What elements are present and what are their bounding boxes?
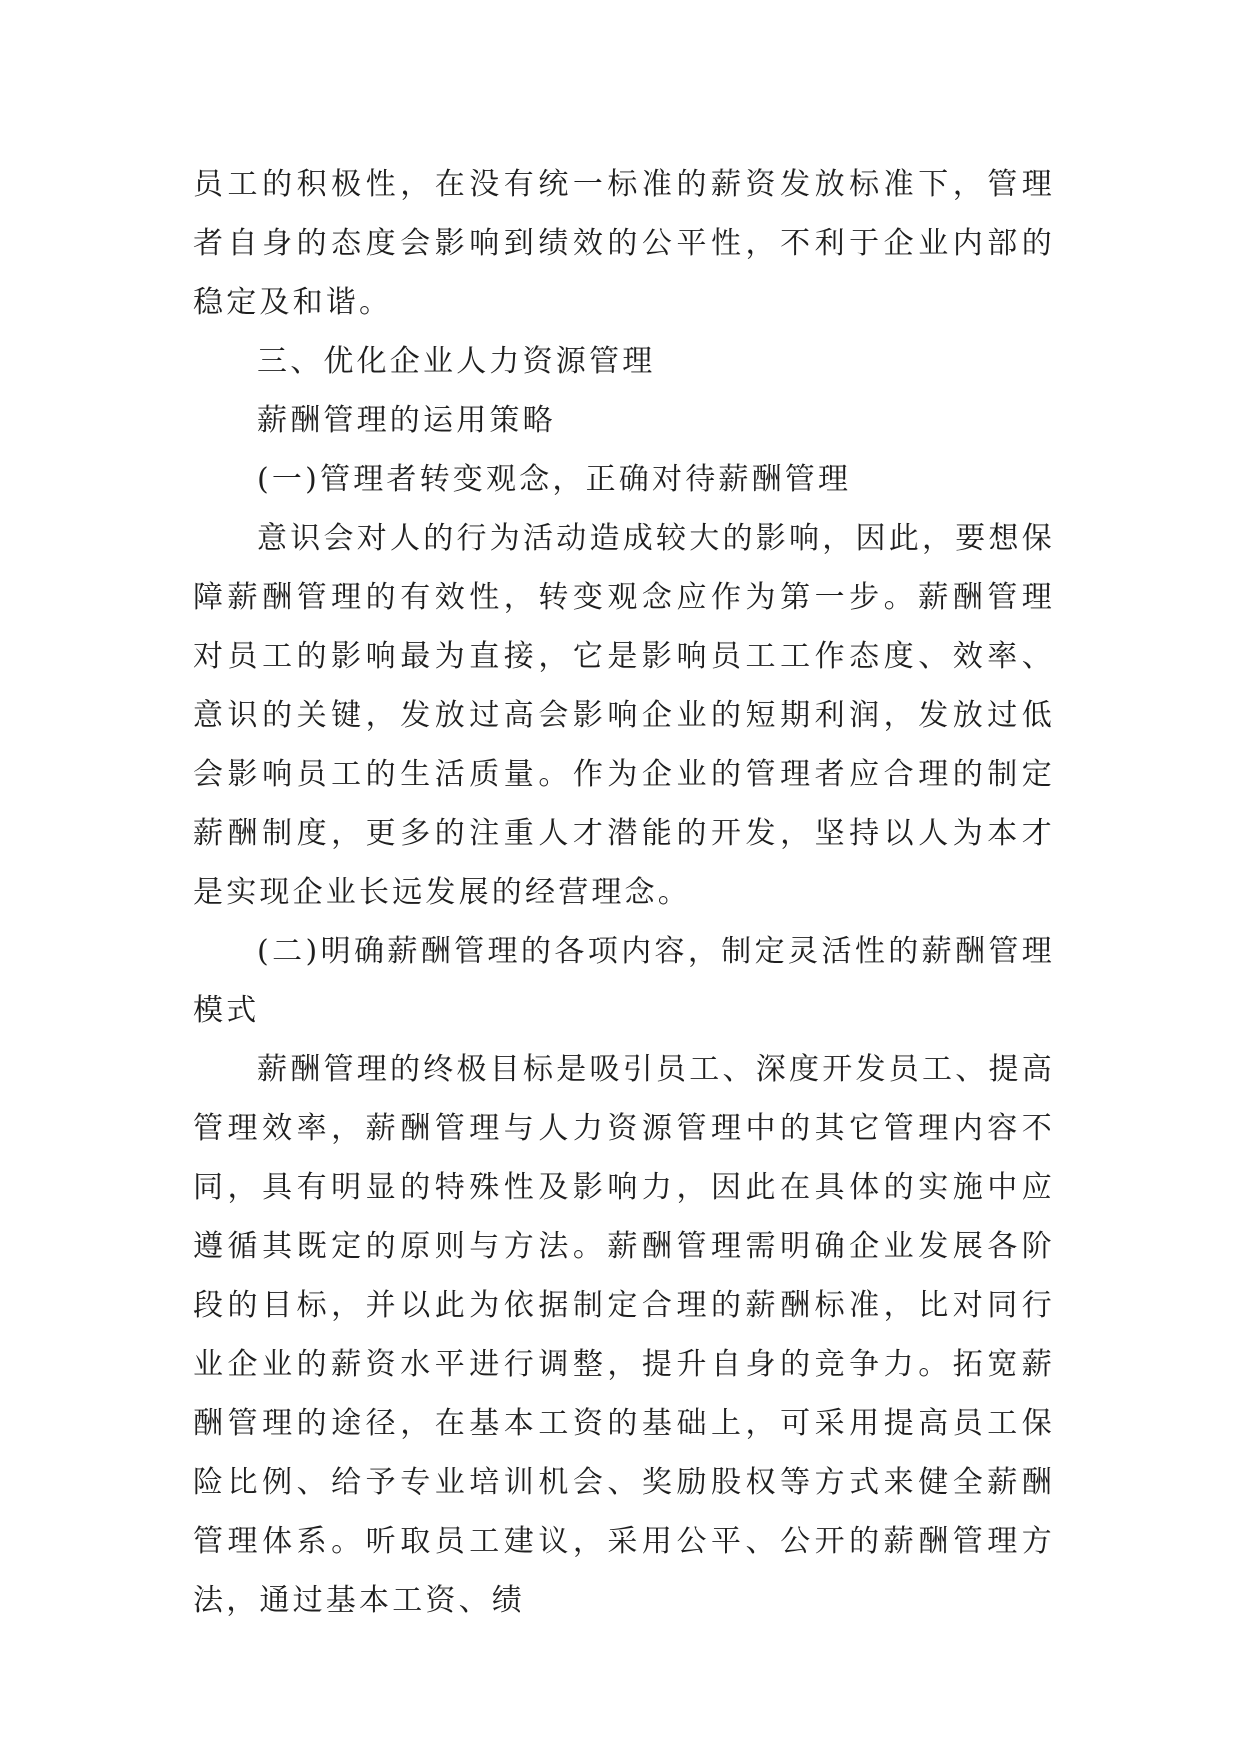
subsection-heading-1: (一)管理者转变观念，正确对待薪酬管理: [257, 462, 852, 497]
subsection-heading-2: (二)明确薪酬管理的各项内容，制定灵活性的薪酬管理模式: [193, 934, 1055, 1028]
body-paragraph-continued: 员工的积极性，在没有统一标准的薪资发放标准下，管理者自身的态度会影响到绩效的公平性，不利于企业内部的稳定及和谐。: [193, 167, 1055, 320]
body-paragraph: 意识会对人的行为活动造成较大的影响，因此，要想保障薪酬管理的有效性，转变观念应作为第一步。薪酬管理对员工的影响最为直接，它是影响员工工作态度、效率、意识的关键，发放过高会影响企业的短期利润，发放过低会影响员工的生活质量。作为企业的管理者应合理的制定薪酬制度，更多的注重人才潜能的开发，坚持以人为本才是实现企业长远发展的经营理念。: [193, 521, 1055, 910]
section-heading-3: 三、优化企业人力资源管理: [257, 344, 656, 379]
document-body: [193, 155, 1055, 1630]
section-subtitle: 薪酬管理的运用策略: [257, 403, 556, 438]
body-paragraph: 薪酬管理的终极目标是吸引员工、深度开发员工、提高管理效率，薪酬管理与人力资源管理中的其它管理内容不同，具有明显的特殊性及影响力，因此在具体的实施中应遵循其既定的原则与方法。薪酬管理需明确企业发展各阶段的目标，并以此为依据制定合理的薪酬标准，比对同行业企业的薪资水平进行调整，提升自身的竞争力。拓宽薪酬管理的途径，在基本工资的基础上，可采用提高员工保险比例、给予专业培训机会、奖励股权等方式来健全薪酬管理体系。听取员工建议，采用公平、公开的薪酬管理方法，通过基本工资、绩: [193, 1052, 1055, 1618]
